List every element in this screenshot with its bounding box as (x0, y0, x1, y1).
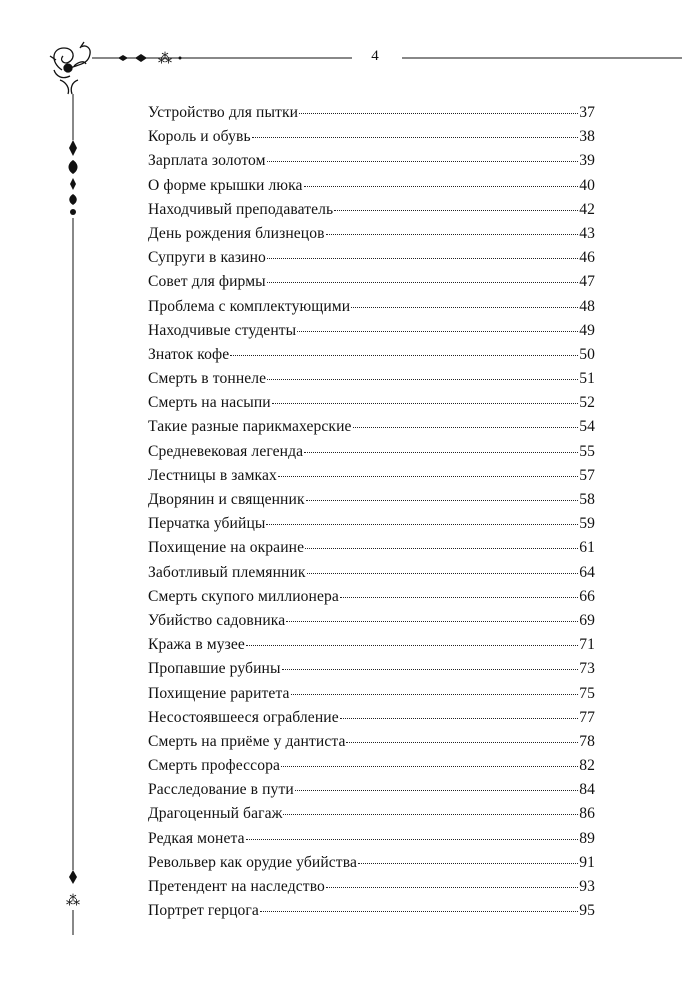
toc-entry-title: Драгоценный багаж (148, 805, 283, 823)
toc-entry[interactable] (148, 443, 595, 467)
toc-entry-title: О форме крышки люка (148, 176, 303, 194)
toc-entry[interactable] (148, 249, 595, 273)
toc-entry[interactable] (148, 660, 595, 684)
toc-entry[interactable] (148, 322, 595, 346)
toc-dot-leader (299, 113, 578, 114)
toc-entry-title: Револьвер как орудие убийства (148, 853, 357, 871)
toc-entry[interactable] (148, 854, 595, 878)
toc-entry-title: Несостоявшееся ограбление (148, 708, 339, 726)
toc-entry-page: 51 (579, 370, 595, 388)
toc-entry-title: Портрет герцога (148, 902, 259, 920)
toc-entry-page: 52 (579, 394, 595, 412)
toc-entry-page: 38 (579, 128, 595, 146)
vertical-ornament-1 (69, 140, 78, 215)
fleuron-flourish-icon (50, 42, 90, 94)
toc-entry-page: 73 (579, 660, 595, 678)
toc-entry-title: Расследование в пути (148, 781, 294, 799)
toc-entry-page: 48 (579, 297, 595, 315)
toc-dot-leader (281, 766, 578, 767)
toc-entry-title: Средневековая легенда (148, 442, 304, 460)
toc-entry-page: 66 (579, 587, 595, 605)
toc-dot-leader (306, 500, 579, 501)
toc-entry[interactable] (148, 733, 595, 757)
toc-dot-leader (326, 887, 578, 888)
toc-dot-leader (358, 863, 578, 864)
toc-dot-leader (272, 403, 578, 404)
toc-entry-title: Проблема с комплектующими (148, 297, 351, 315)
toc-entry-title: Убийство садовника (148, 611, 286, 629)
toc-dot-leader (340, 597, 578, 598)
toc-entry-page: 75 (579, 684, 595, 702)
toc-entry-page: 82 (579, 757, 595, 775)
toc-entry-title: Заботливый племянник (148, 563, 306, 581)
toc-entry-title: День рождения близнецов (148, 224, 325, 242)
toc-dot-leader (282, 669, 579, 670)
asterism-icon: ⁂ (66, 893, 80, 909)
toc-entry[interactable] (148, 152, 595, 176)
toc-entry-page: 42 (579, 200, 595, 218)
toc-entry-title: Совет для фирмы (148, 273, 266, 291)
toc-entry[interactable] (148, 902, 595, 926)
toc-entry-title: Находчивый преподаватель (148, 200, 334, 218)
toc-entry-page: 47 (579, 273, 595, 291)
toc-entry-title: Дворянин и священник (148, 491, 305, 508)
page-number: 4 (371, 48, 379, 64)
toc-entry-page: 40 (579, 176, 595, 194)
toc-entry-page: 84 (579, 781, 595, 799)
toc-entry-title: Лестницы в замках (148, 466, 277, 484)
toc-entry-page: 78 (579, 732, 595, 750)
toc-dot-leader (305, 548, 578, 549)
toc-entry[interactable] (148, 709, 595, 733)
toc-entry-page: 58 (579, 491, 595, 508)
toc-entry-title: Пропавшие рубины (148, 660, 281, 678)
toc-dot-leader (283, 814, 578, 815)
toc-dot-leader (304, 186, 579, 187)
toc-entry[interactable] (148, 467, 595, 491)
toc-entry[interactable] (148, 298, 595, 322)
toc-entry[interactable] (148, 418, 595, 442)
toc-dot-leader (246, 839, 579, 840)
toc-entry-title: Смерть профессора (148, 757, 281, 775)
toc-entry-title: Такие разные парикмахерские (148, 418, 352, 436)
toc-entry[interactable] (148, 539, 595, 563)
toc-entry-page: 89 (579, 829, 595, 847)
toc-entry-page: 55 (579, 442, 595, 460)
toc-dot-leader (260, 911, 578, 912)
toc-entry[interactable] (148, 491, 595, 515)
toc-entry[interactable] (148, 805, 595, 829)
toc-entry-page: 61 (579, 539, 595, 557)
toc-entry-title: Знаток кофе (148, 345, 230, 363)
toc-dot-leader (295, 790, 578, 791)
toc-entry-title: Смерть на насыпи (148, 394, 271, 412)
toc-dot-leader (230, 355, 578, 356)
toc-entry-page: 46 (579, 249, 595, 267)
toc-dot-leader (353, 427, 579, 428)
toc-entry-page: 54 (579, 418, 595, 436)
toc-entry[interactable] (148, 273, 595, 297)
toc-entry[interactable] (148, 612, 595, 636)
toc-dot-leader (304, 452, 578, 453)
svg-text:⁂: ⁂ (158, 51, 172, 67)
toc-entry[interactable] (148, 685, 595, 709)
toc-entry[interactable] (148, 394, 595, 418)
toc-entry-page: 43 (579, 224, 595, 242)
toc-entry-page: 57 (579, 466, 595, 484)
toc-dot-leader (340, 718, 578, 719)
toc-dot-leader (346, 742, 578, 743)
toc-entry-title: Супруги в казино (148, 249, 266, 267)
toc-entry[interactable] (148, 201, 595, 225)
toc-entry[interactable] (148, 564, 595, 588)
toc-entry-page: 50 (579, 345, 595, 363)
toc-entry[interactable] (148, 346, 595, 370)
toc-dot-leader (267, 161, 579, 162)
toc-entry-page: 77 (579, 708, 595, 726)
toc-entry[interactable] (148, 128, 595, 152)
toc-dot-leader (307, 573, 579, 574)
toc-entry[interactable] (148, 757, 595, 781)
vertical-ornament-2 (69, 870, 77, 884)
toc-entry-title: Похищение на окраине (148, 539, 305, 557)
toc-entry-title: Устройство для пытки (148, 104, 299, 121)
toc-entry[interactable] (148, 104, 595, 128)
toc-dot-leader (351, 307, 578, 308)
toc-dot-leader (246, 645, 578, 646)
toc-dot-leader (326, 234, 579, 235)
toc-dot-leader (252, 137, 579, 138)
toc-entry-page: 71 (579, 636, 595, 654)
toc-entry-page: 39 (579, 152, 595, 170)
table-of-contents (148, 104, 595, 926)
toc-entry-title: Кража в музее (148, 636, 245, 654)
toc-entry-page: 49 (579, 321, 595, 339)
toc-entry-title: Король и обувь (148, 128, 251, 146)
toc-entry[interactable] (148, 636, 595, 660)
toc-dot-leader (278, 476, 578, 477)
toc-dot-leader (286, 621, 578, 622)
toc-entry[interactable] (148, 225, 595, 249)
toc-dot-leader (291, 694, 579, 695)
toc-entry-page: 37 (579, 104, 595, 121)
toc-entry-page: 86 (579, 805, 595, 823)
toc-entry-page: 93 (579, 878, 595, 895)
toc-entry[interactable] (148, 177, 595, 201)
toc-entry[interactable] (148, 830, 595, 854)
toc-entry-title: Редкая монета (148, 829, 245, 847)
toc-entry[interactable] (148, 515, 595, 539)
toc-entry-title: Смерть в тоннеле (148, 370, 267, 388)
toc-dot-leader (297, 331, 578, 332)
toc-entry-title: Смерть на приёме у дантиста (148, 732, 346, 750)
toc-entry[interactable] (148, 878, 595, 902)
toc-entry-title: Перчатка убийцы (148, 515, 266, 533)
toc-entry[interactable] (148, 370, 595, 394)
toc-entry-page: 91 (579, 853, 595, 871)
toc-entry-title: Претендент на наследство (148, 878, 325, 895)
toc-dot-leader (266, 524, 578, 525)
toc-entry-page: 69 (579, 611, 595, 629)
toc-entry[interactable] (148, 588, 595, 612)
toc-entry-title: Находчивые студенты (148, 321, 297, 339)
toc-dot-leader (334, 210, 578, 211)
toc-entry[interactable] (148, 781, 595, 805)
toc-entry-page: 64 (579, 563, 595, 581)
toc-dot-leader (267, 282, 578, 283)
toc-entry-title: Похищение раритета (148, 684, 290, 702)
toc-entry-page: 95 (579, 902, 595, 920)
toc-dot-leader (267, 258, 578, 259)
toc-entry-title: Смерть скупого миллионера (148, 587, 339, 605)
toc-entry-title: Зарплата золотом (148, 152, 266, 170)
toc-dot-leader (267, 379, 578, 380)
toc-entry-page: 59 (579, 515, 595, 533)
